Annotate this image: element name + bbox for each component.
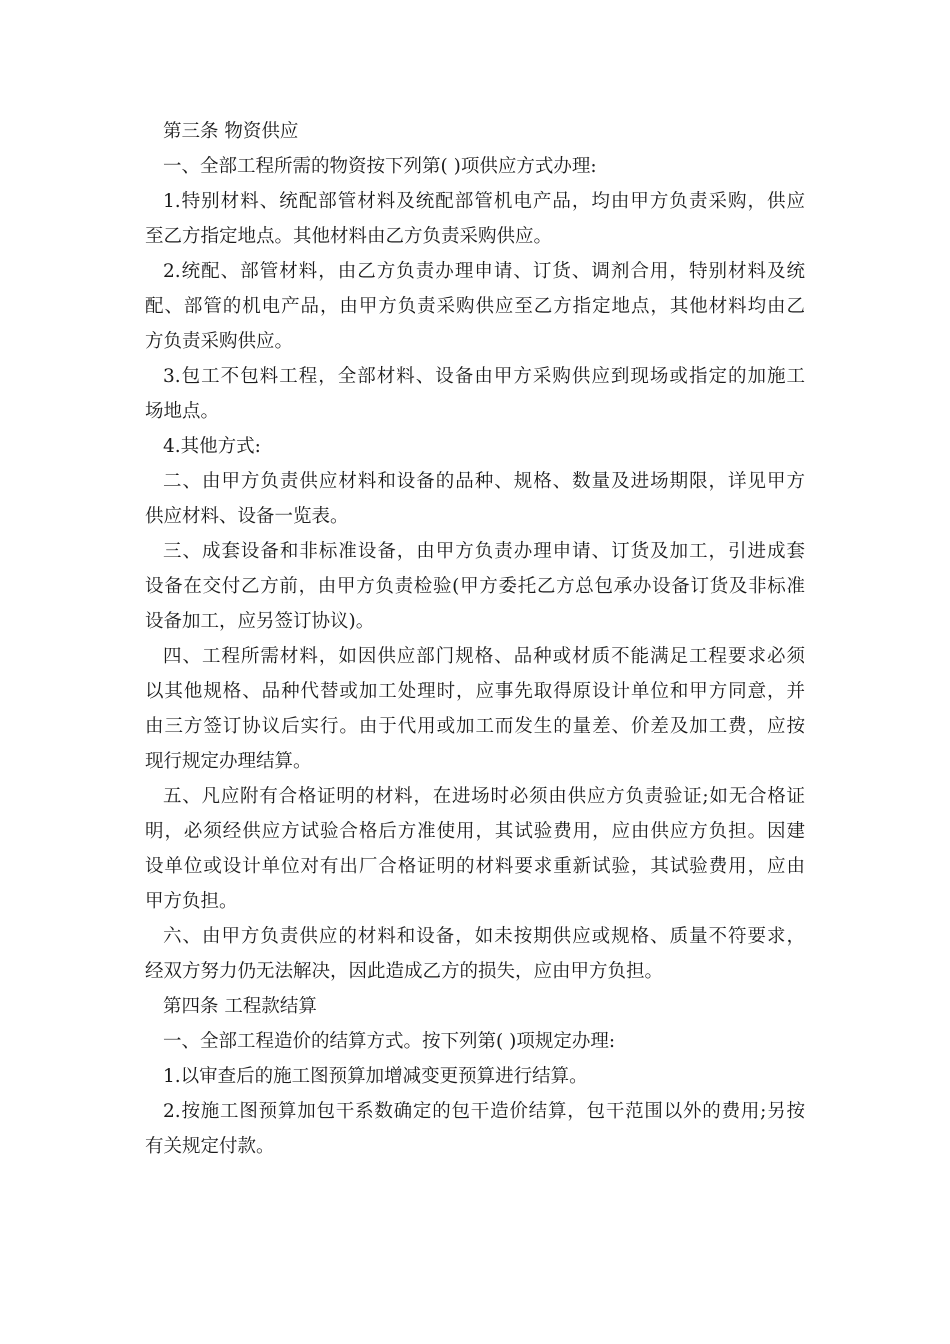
paragraph-line: 2.按施工图预算加包干系数确定的包干造价结算，包干范围以外的费用;另按	[163, 1101, 805, 1122]
paragraph-line: 场地点。	[145, 401, 220, 422]
paragraph-line: 3.包工不包料工程，全部材料、设备由甲方采购供应到现场或指定的加施工	[163, 366, 805, 387]
paragraph-line: 1.特别材料、统配部管材料及统配部管机电产品，均由甲方负责采购，供应	[163, 191, 805, 212]
paragraph-line: 五、凡应附有合格证明的材料，在进场时必须由供应方负责验证;如无合格证	[163, 786, 805, 807]
paragraph-line: 2.统配、部管材料，由乙方负责办理申请、订货、调剂合用，特别材料及统	[163, 261, 805, 282]
paragraph-line: 设备加工，应另签订协议)。	[145, 611, 375, 632]
document-body	[145, 114, 805, 1164]
paragraph-line: 明，必须经供应方试验合格后方准使用，其试验费用，应由供应方负担。因建	[145, 821, 805, 842]
paragraph-line: 1.以审查后的施工图预算加增减变更预算进行结算。	[163, 1066, 588, 1087]
paragraph-line: 供应材料、设备一览表。	[145, 506, 349, 527]
paragraph-line: 有关规定付款。	[145, 1136, 275, 1157]
article-4-heading: 第四条 工程款结算	[163, 996, 317, 1017]
paragraph-line: 现行规定办理结算。	[145, 751, 312, 772]
paragraph-line: 经双方努力仍无法解决，因此造成乙方的损失，应由甲方负担。	[145, 961, 664, 982]
paragraph-line: 六、由甲方负责供应的材料和设备，如未按期供应或规格、质量不符要求，	[163, 926, 805, 947]
paragraph-line: 三、成套设备和非标准设备，由甲方负责办理申请、订货及加工，引进成套	[163, 541, 805, 562]
paragraph-line: 二、由甲方负责供应材料和设备的品种、规格、数量及进场期限，详见甲方	[163, 471, 805, 492]
paragraph-line: 设单位或设计单位对有出厂合格证明的材料要求重新试验，其试验费用，应由	[145, 856, 805, 877]
paragraph-line: 配、部管的机电产品，由甲方负责采购供应至乙方指定地点，其他材料均由乙	[145, 296, 805, 317]
paragraph-line: 甲方负担。	[145, 891, 238, 912]
paragraph-line: 四、工程所需材料，如因供应部门规格、品种或材质不能满足工程要求必须	[163, 646, 805, 667]
paragraph-line: 设备在交付乙方前，由甲方负责检验(甲方委托乙方总包承办设备订货及非标准	[145, 576, 805, 597]
paragraph-line: 4.其他方式:	[163, 436, 261, 457]
paragraph-line: 一、全部工程造价的结算方式。按下列第( )项规定办理:	[163, 1031, 616, 1052]
paragraph-line: 一、全部工程所需的物资按下列第( )项供应方式办理:	[163, 156, 597, 177]
paragraph-line: 以其他规格、品种代替或加工处理时，应事先取得原设计单位和甲方同意，并	[145, 681, 805, 702]
article-3-heading: 第三条 物资供应	[163, 121, 299, 142]
paragraph-line: 至乙方指定地点。其他材料由乙方负责采购供应。	[145, 226, 553, 247]
paragraph-line: 方负责采购供应。	[145, 331, 294, 352]
paragraph-line: 由三方签订协议后实行。由于代用或加工而发生的量差、价差及加工费，应按	[145, 716, 805, 737]
